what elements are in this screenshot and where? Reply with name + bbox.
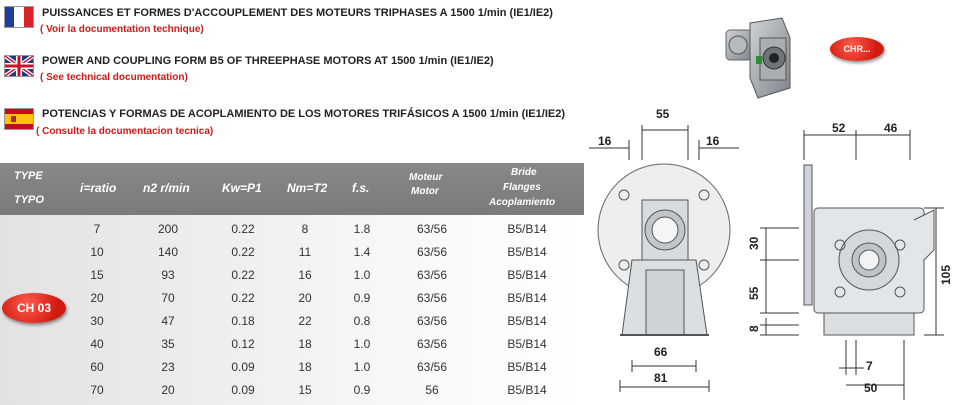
cell-ratio: 15: [90, 268, 104, 282]
table-row: [0, 310, 584, 332]
cell-fs: 1.4: [353, 245, 371, 259]
header-kw: Kw=P1: [222, 181, 262, 195]
cell-kw: 0.22: [231, 222, 255, 236]
french-flag-icon: [4, 6, 34, 28]
cell-flange: B5/B14: [507, 337, 547, 351]
cell-motor: 63/56: [416, 222, 448, 236]
cell-flange: B5/B14: [507, 222, 547, 236]
cell-motor: 63/56: [416, 291, 448, 305]
table-row: [0, 264, 584, 286]
cell-ratio: 40: [90, 337, 104, 351]
header-n2: n2 r/min: [143, 181, 190, 195]
cell-nm: 18: [298, 337, 312, 351]
cell-nm: 11: [298, 245, 312, 259]
dim-side-46: 46: [884, 121, 898, 135]
dim-side-30: 30: [747, 236, 761, 250]
cell-kw: 0.09: [231, 360, 255, 374]
table-row: [0, 287, 584, 309]
cell-motor: 63/56: [416, 337, 448, 351]
cell-fs: 0.9: [353, 383, 371, 397]
cell-flange: B5/B14: [507, 383, 547, 397]
cell-kw: 0.09: [231, 383, 255, 397]
cell-n2: 23: [161, 360, 175, 374]
cell-motor: 63/56: [416, 360, 448, 374]
cell-flange: B5/B14: [507, 314, 547, 328]
cell-ratio: 7: [93, 222, 101, 236]
cell-fs: 1.0: [353, 337, 371, 351]
cell-fs: 1.8: [353, 222, 371, 236]
cell-nm: 18: [298, 360, 312, 374]
table-header: [0, 163, 584, 215]
doc-link-fr[interactable]: ( Voir la documentation technique): [40, 24, 204, 35]
cell-nm: 22: [298, 314, 312, 328]
cell-kw: 0.12: [231, 337, 255, 351]
cell-nm: 15: [298, 383, 312, 397]
cell-n2: 200: [157, 222, 179, 236]
table-row: [0, 241, 584, 263]
table-row: [0, 218, 584, 240]
cell-n2: 93: [161, 268, 175, 282]
cell-fs: 0.8: [353, 314, 371, 328]
cell-fs: 1.0: [353, 268, 371, 282]
header-type: TYPE: [14, 170, 43, 182]
cell-motor: 63/56: [416, 245, 448, 259]
cell-ratio: 20: [90, 291, 104, 305]
cell-ratio: 60: [90, 360, 104, 374]
cell-kw: 0.18: [231, 314, 255, 328]
header-bride: Bride: [511, 167, 537, 178]
cell-n2: 20: [161, 383, 175, 397]
cell-ratio: 10: [90, 245, 104, 259]
table-row: [0, 356, 584, 378]
title-es: POTENCIAS Y FORMAS DE ACOPLAMIENTO DE LOS MOTORES TRIFÁSICOS A 1500 1/min (IE1/IE2): [42, 108, 565, 120]
cell-motor: 56: [425, 383, 439, 397]
cell-kw: 0.22: [231, 245, 255, 259]
cell-nm: 8: [301, 222, 309, 236]
table-body: [0, 215, 584, 405]
uk-flag-icon: [4, 55, 34, 77]
header-flanges: Flanges: [503, 182, 541, 193]
dim-left-16: 16: [598, 134, 612, 148]
header-fs: f.s.: [352, 181, 370, 195]
cell-flange: B5/B14: [507, 268, 547, 282]
header-ratio: i=ratio: [80, 181, 117, 195]
cell-motor: 63/56: [416, 314, 448, 328]
cell-ratio: 70: [90, 383, 104, 397]
dim-bottom-81: 81: [654, 371, 668, 385]
cell-flange: B5/B14: [507, 360, 547, 374]
header-nm: Nm=T2: [287, 181, 328, 195]
table-row: [0, 379, 584, 401]
dim-side-50: 50: [864, 381, 878, 395]
cell-nm: 16: [298, 268, 312, 282]
doc-link-en[interactable]: ( See technical documentation): [40, 72, 188, 83]
model-badge: CH 03: [2, 293, 66, 323]
spanish-flag-icon: [4, 108, 34, 130]
table-row: [0, 333, 584, 355]
dim-right-16: 16: [706, 134, 720, 148]
dim-side-105: 105: [939, 264, 953, 285]
cell-nm: 20: [298, 291, 312, 305]
dim-side-52: 52: [832, 121, 846, 135]
cell-kw: 0.22: [231, 268, 255, 282]
header-acoplamiento: Acoplamiento: [489, 197, 556, 208]
dim-side-8: 8: [747, 325, 761, 332]
header-motor: Motor: [411, 186, 439, 197]
cell-n2: 47: [161, 314, 175, 328]
chr-button[interactable]: CHR...: [830, 37, 884, 61]
dim-side-7: 7: [866, 359, 873, 373]
dim-side-55: 55: [747, 286, 761, 300]
header-typo: TYPO: [14, 194, 44, 206]
dim-top-55: 55: [656, 107, 670, 121]
cell-n2: 35: [161, 337, 175, 351]
cell-ratio: 30: [90, 314, 104, 328]
cell-n2: 70: [161, 291, 175, 305]
gearbox-photo: [720, 8, 800, 108]
cell-fs: 1.0: [353, 360, 371, 374]
technical-drawing: [584, 100, 956, 405]
cell-flange: B5/B14: [507, 245, 547, 259]
cell-n2: 140: [157, 245, 179, 259]
title-fr: PUISSANCES ET FORMES D'ACCOUPLEMENT DES MOTEURS TRIPHASES A 1500 1/min (IE1/IE2): [42, 7, 553, 19]
title-en: POWER AND COUPLING FORM B5 OF THREEPHASE MOTORS AT 1500 1/min (IE1/IE2): [42, 55, 494, 67]
header-moteur: Moteur: [409, 172, 443, 183]
doc-link-es[interactable]: ( Consulte la documentacion tecnica): [36, 126, 214, 137]
cell-flange: B5/B14: [507, 291, 547, 305]
dim-bottom-66: 66: [654, 345, 668, 359]
cell-motor: 63/56: [416, 268, 448, 282]
cell-fs: 0.9: [353, 291, 371, 305]
cell-kw: 0.22: [231, 291, 255, 305]
